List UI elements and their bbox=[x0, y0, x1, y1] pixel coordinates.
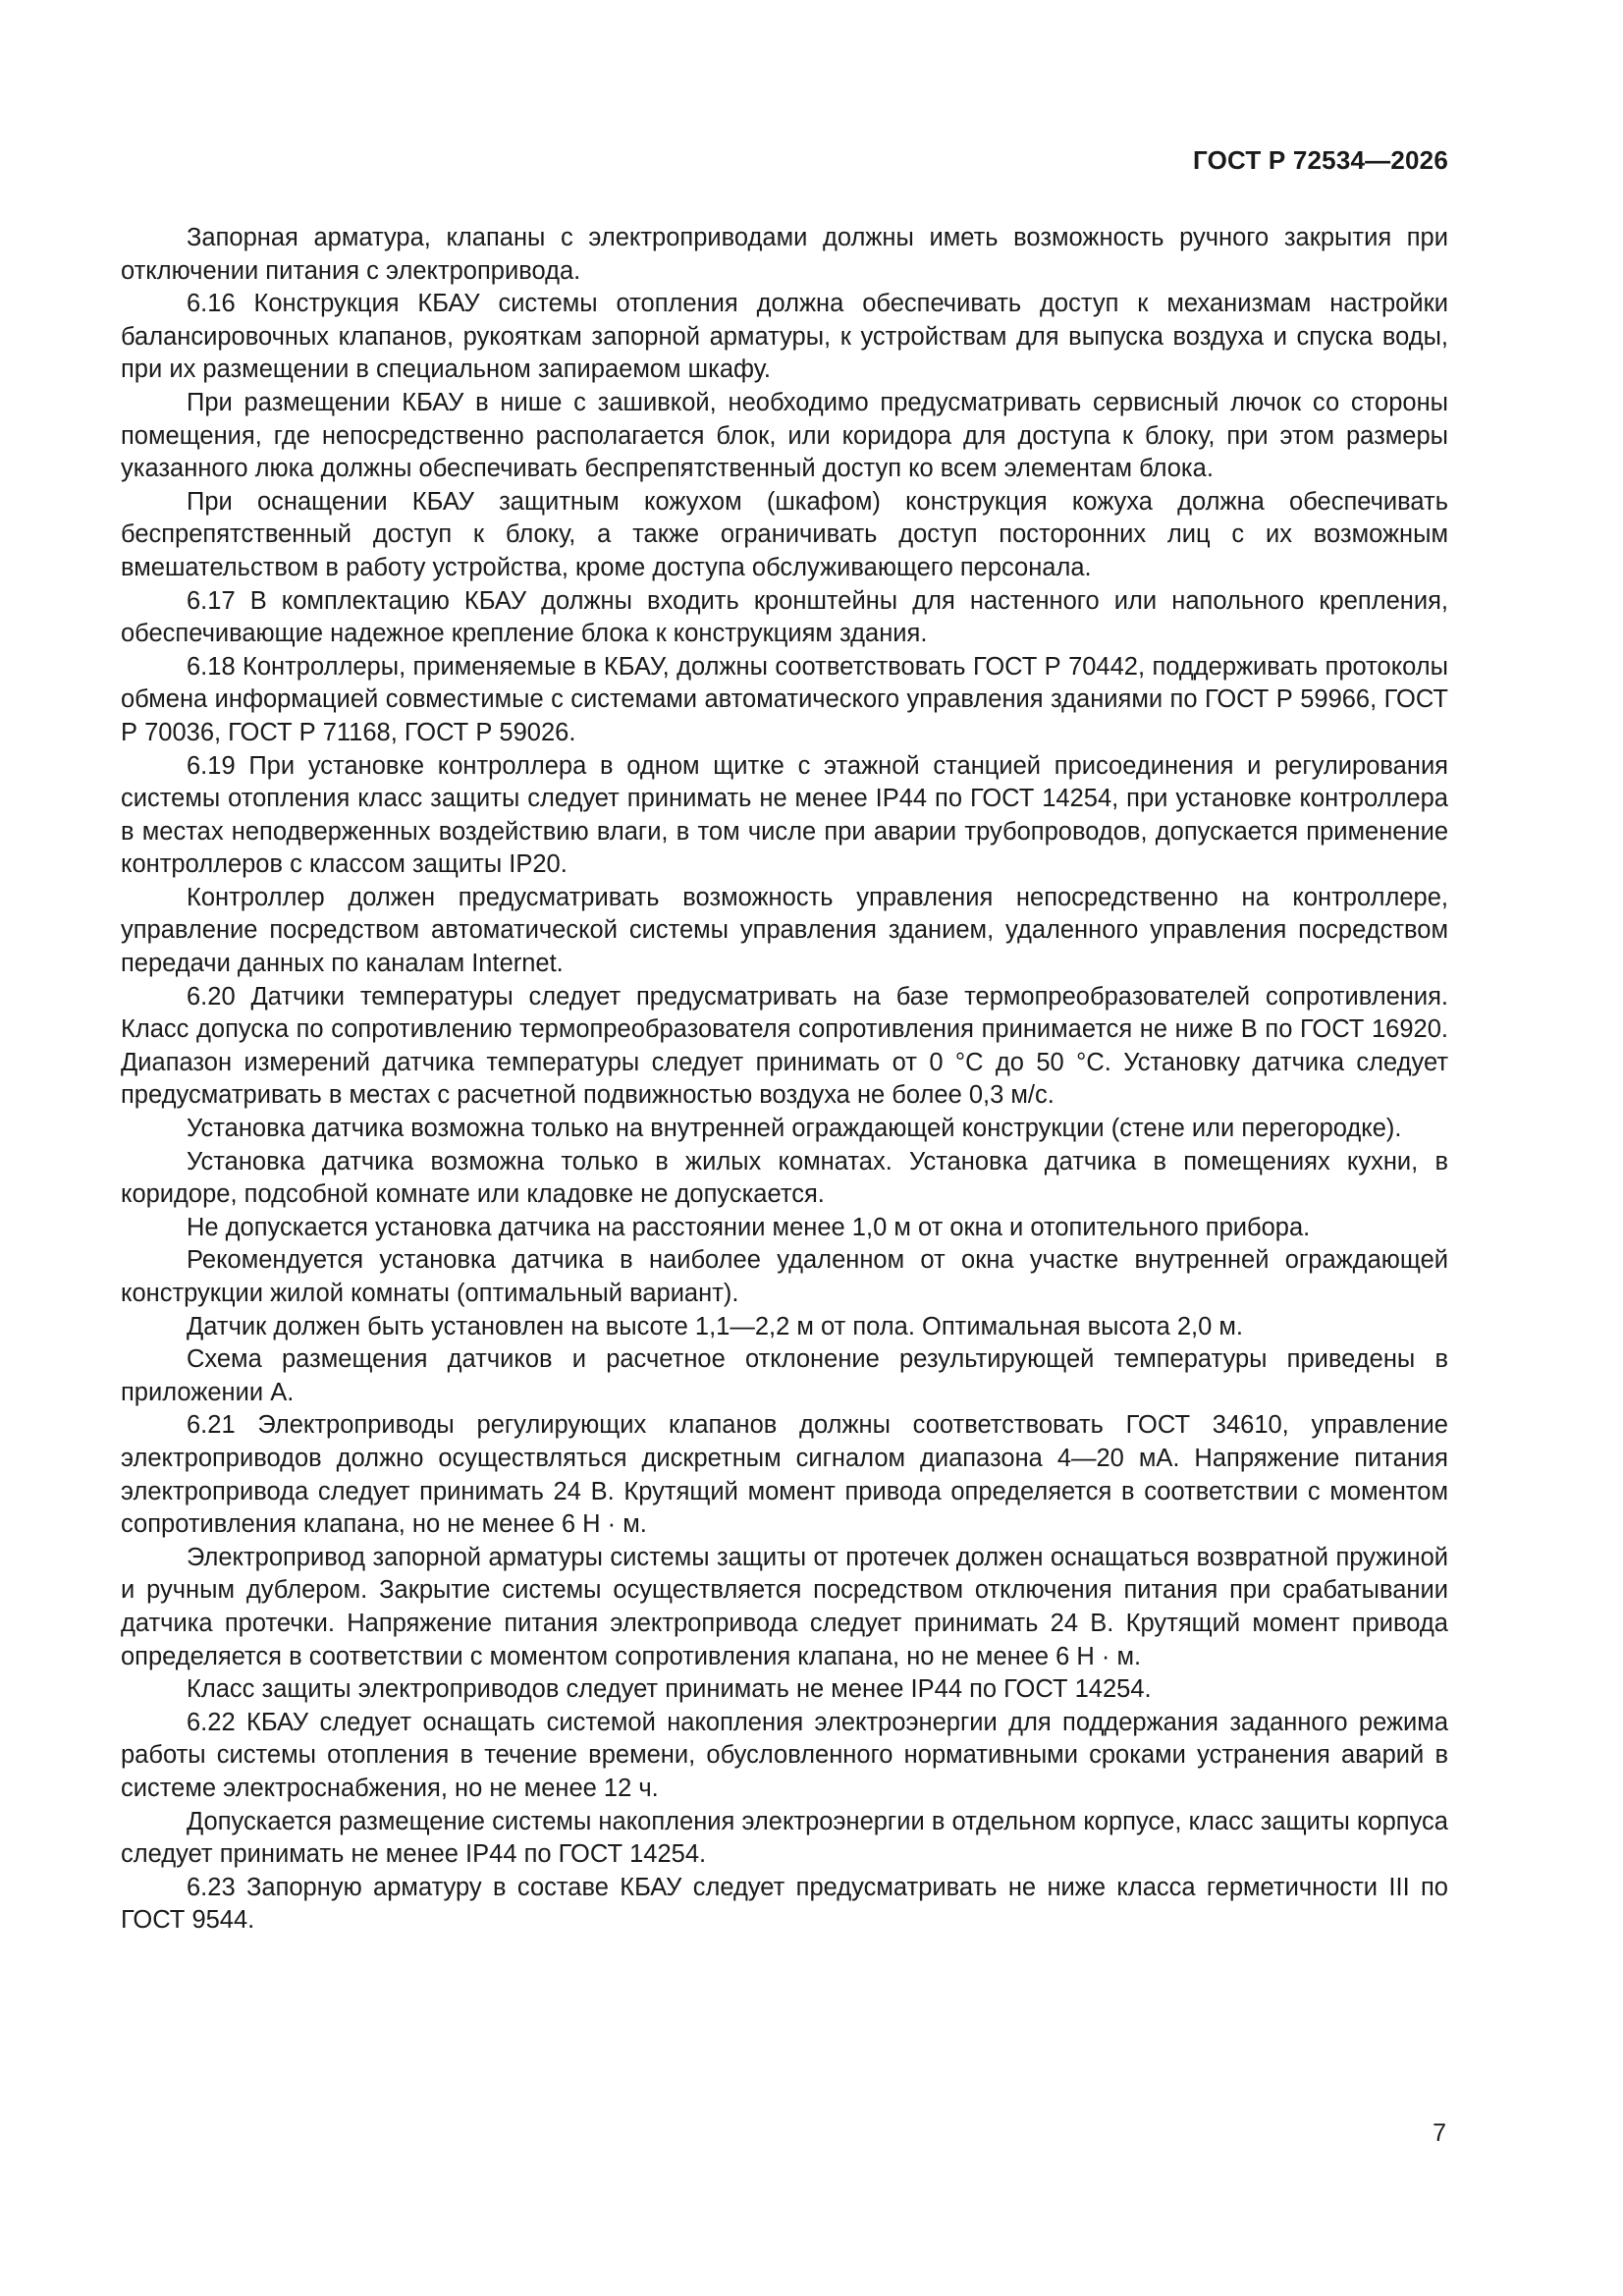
paragraph: 6.20 Датчики температуры следует предусматривать на базе термопреобразователей сопротивления. Класс допуска по сопротивлению термопреобразователя сопротивления принимается не ниже В по ГОСТ 16920. Диапазон измерений датчика температуры следует принимать от 0 °С до 50 °С. Установку датчика следует предусматривать в местах с расчетной подвижностью воздуха не более 0,3 м/с. bbox=[121, 982, 1448, 1110]
paragraph: Электропривод запорной арматуры системы защиты от протечек должен оснащаться возвратной пружиной и ручным дублером. Закрытие системы осуществляется посредством отключения питания при срабатывании датчика протечки. Напряжение питания электропривода следует принимать 24 В. Крутящий момент привода определяется в соответствии с моментом сопротивления клапана, но не менее 6 Н · м. bbox=[121, 1543, 1448, 1670]
paragraph: При оснащении КБАУ защитным кожухом (шкафом) конструкция кожуха должна обеспечивать беспрепятственный доступ к блоку, а также ограничивать доступ посторонних лиц с их возможным вмешательством в работу устройства, кроме доступа обслуживающего персонала. bbox=[121, 487, 1448, 581]
paragraph: 6.19 При установке контроллера в одном щитке с этажной станцией присоединения и регулирования системы отопления класс защиты следует принимать не менее IP44 по ГОСТ 14254, при установке контроллера в местах неподверженных воздействию влаги, в том числе при аварии трубопроводов, допускается применение контроллеров с классом защиты IP20. bbox=[121, 751, 1448, 879]
paragraph: 6.17 В комплектацию КБАУ должны входить кронштейны для настенного или напольного крепления, обеспечивающие надежное крепление блока к конструкциям здания. bbox=[121, 586, 1448, 648]
document-body bbox=[121, 222, 1448, 1938]
page-header-standard-code: ГОСТ Р 72534—2026 bbox=[1193, 145, 1448, 175]
paragraph: Не допускается установка датчика на расстоянии менее 1,0 м от окна и отопительного прибора. bbox=[187, 1213, 1311, 1241]
paragraph: Запорная арматура, клапаны с электроприводами должны иметь возможность ручного закрытия при отключении питания с электропривода. bbox=[121, 224, 1448, 285]
paragraph: Установка датчика возможна только на внутренней ограждающей конструкции (стене или перегородке). bbox=[187, 1115, 1402, 1143]
paragraph: 6.23 Запорную арматуру в составе КБАУ следует предусматривать не ниже класса герметичности III по ГОСТ 9544. bbox=[121, 1873, 1448, 1935]
paragraph: 6.18 Контроллеры, применяемые в КБАУ, должны соответствовать ГОСТ Р 70442, поддерживать протоколы обмена информацией совместимые с системами автоматического управления зданиями по ГОСТ Р 59966, ГОСТ Р 70036, ГОСТ Р 71168, ГОСТ Р 59026. bbox=[121, 652, 1448, 746]
paragraph: 6.21 Электроприводы регулирующих клапанов должны соответствовать ГОСТ 34610, управление электроприводов должно осуществляться дискретным сигналом диапазона 4—20 мА. Напряжение питания электропривода следует принимать 24 В. Крутящий момент привода определяется в соответствии с моментом сопротивления клапана, но не менее 6 Н · м. bbox=[121, 1411, 1448, 1539]
paragraph: 6.22 КБАУ следует оснащать системой накопления электроэнергии для поддержания заданного режима работы системы отопления в течение времени, обусловленного нормативными сроками устранения аварий в системе электроснабжения, но не менее 12 ч. bbox=[121, 1708, 1448, 1802]
paragraph: Установка датчика возможна только в жилых комнатах. Установка датчика в помещениях кухни, в коридоре, подсобной комнате или кладовке не допускается. bbox=[121, 1147, 1448, 1209]
paragraph: Контроллер должен предусматривать возможность управления непосредственно на контроллере, управление посредством автоматической системы управления зданием, удаленного управления посредством передачи данных по каналам Internet. bbox=[121, 883, 1448, 978]
page-number: 7 bbox=[1433, 2119, 1446, 2147]
paragraph: Датчик должен быть установлен на высоте 1,1—2,2 м от пола. Оптимальная высота 2,0 м. bbox=[187, 1312, 1243, 1340]
paragraph: 6.16 Конструкция КБАУ системы отопления должна обеспечивать доступ к механизмам настройки балансировочных клапанов, рукояткам запорной арматуры, к устройствам для выпуска воздуха и спуска воды, при их размещении в специальном запираемом шкафу. bbox=[121, 290, 1448, 384]
paragraph: Допускается размещение системы накопления электроэнергии в отдельном корпусе, класс защиты корпуса следует принимать не менее IP44 по ГОСТ 14254. bbox=[121, 1807, 1448, 1869]
paragraph: Схема размещения датчиков и расчетное отклонение результирующей температуры приведены в приложении А. bbox=[121, 1345, 1448, 1406]
paragraph: Класс защиты электроприводов следует принимать не менее IP44 по ГОСТ 14254. bbox=[187, 1675, 1152, 1704]
paragraph: Рекомендуется установка датчика в наиболее удаленном от окна участке внутренней ограждающей конструкции жилой комнаты (оптимальный вариант). bbox=[121, 1246, 1448, 1307]
paragraph: При размещении КБАУ в нише с зашивкой, необходимо предусматривать сервисный лючок со стороны помещения, где непосредственно располагается блок, или коридора для доступа к блоку, при этом размеры указанного люка должны обеспечивать беспрепятственный доступ ко всем элементам блока. bbox=[121, 388, 1448, 483]
